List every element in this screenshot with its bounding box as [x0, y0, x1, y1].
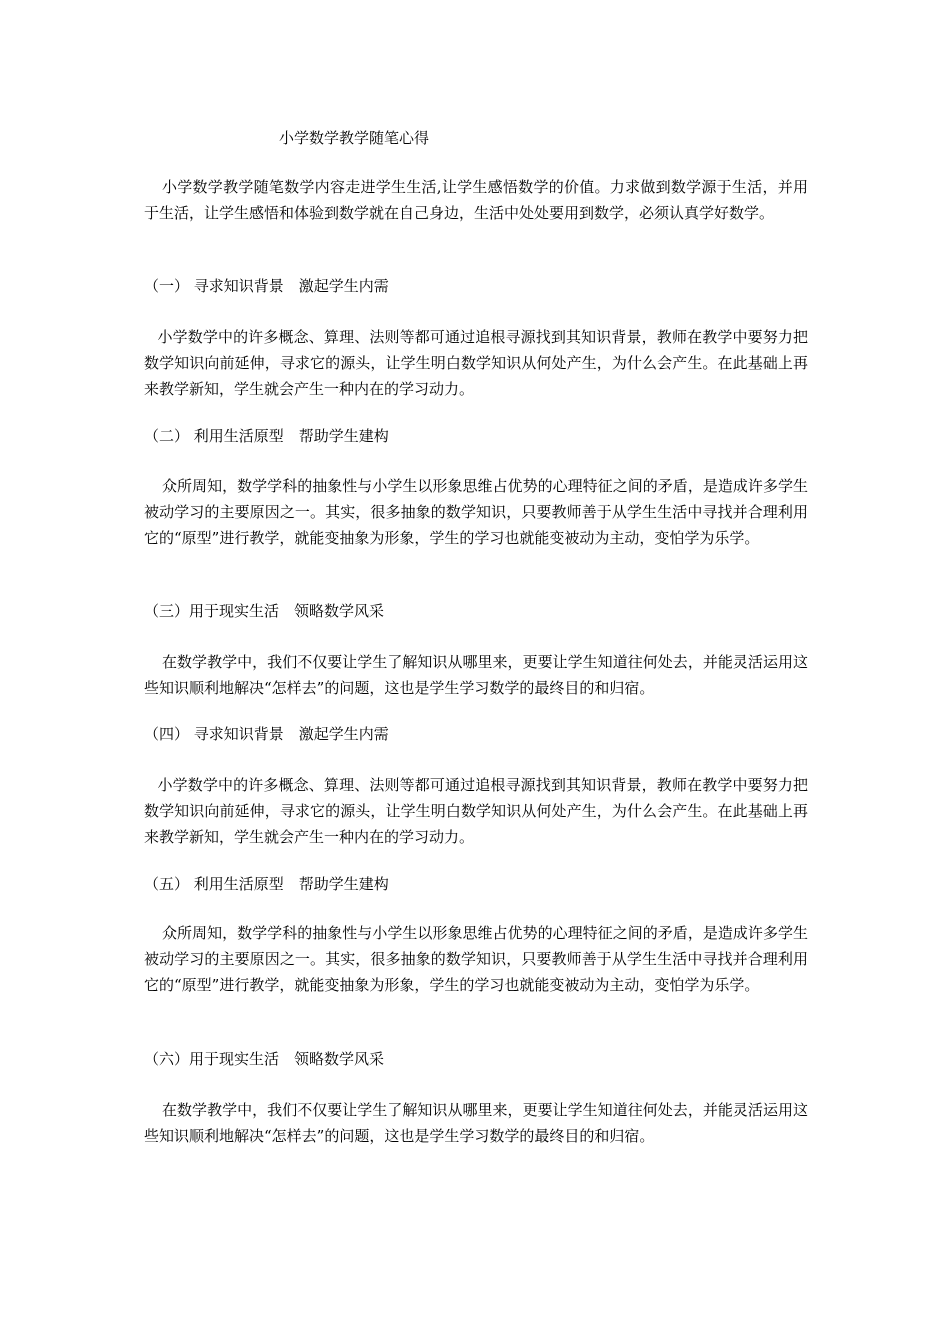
section-heading-3: （三）用于现实生活 领略数学风采	[144, 602, 385, 620]
section-body-1: 小学数学中的许多概念、算理、法则等都可通过追根寻源找到其知识背景，教师在教学中要努力把数学知识向前延伸，寻求它的源头，让学生明白数学知识从何处产生，为什么会产生。在此基础上再来教学新知，学生就会产生一种内在的学习动力。	[144, 328, 808, 398]
section-heading-4: （四） 寻求知识背景 激起学生内需	[144, 725, 389, 743]
document-title: 小学数学教学随笔心得	[279, 129, 430, 147]
section-body-2: 众所周知，数学学科的抽象性与小学生以形象思维占优势的心理特征之间的矛盾，是造成许多学生被动学习的主要原因之一。其实，很多抽象的数学知识，只要教师善于从学生生活中寻找并合理利用它的“原型”进行教学，就能变抽象为形象，学生的学习也就能变被动为主动，变怕学为乐学。	[144, 477, 808, 547]
section-heading-1: （一） 寻求知识背景 激起学生内需	[144, 277, 389, 295]
section-body-4: 小学数学中的许多概念、算理、法则等都可通过追根寻源找到其知识背景，教师在教学中要努力把数学知识向前延伸，寻求它的源头，让学生明白数学知识从何处产生，为什么会产生。在此基础上再来教学新知，学生就会产生一种内在的学习动力。	[144, 776, 808, 846]
section-heading-5: （五） 利用生活原型 帮助学生建构	[144, 875, 389, 893]
section-body-5: 众所周知，数学学科的抽象性与小学生以形象思维占优势的心理特征之间的矛盾，是造成许多学生被动学习的主要原因之一。其实，很多抽象的数学知识，只要教师善于从学生生活中寻找并合理利用它的“原型”进行教学，就能变抽象为形象，学生的学习也就能变被动为主动，变怕学为乐学。	[144, 924, 808, 994]
intro-paragraph: 小学数学教学随笔数学内容走进学生生活,让学生感悟数学的价值。力求做到数学源于生活，并用于生活，让学生感悟和体验到数学就在自己身边，生活中处处要用到数学，必须认真学好数学。	[144, 178, 808, 222]
section-body-3: 在数学教学中，我们不仅要让学生了解知识从哪里来，更要让学生知道往何处去，并能灵活运用这些知识顺利地解决“怎样去”的问题，这也是学生学习数学的最终目的和归宿。	[144, 653, 808, 697]
section-heading-2: （二） 利用生活原型 帮助学生建构	[144, 427, 389, 445]
section-body-6: 在数学教学中，我们不仅要让学生了解知识从哪里来，更要让学生知道往何处去，并能灵活运用这些知识顺利地解决“怎样去”的问题，这也是学生学习数学的最终目的和归宿。	[144, 1101, 808, 1145]
section-heading-6: （六）用于现实生活 领略数学风采	[144, 1050, 385, 1068]
